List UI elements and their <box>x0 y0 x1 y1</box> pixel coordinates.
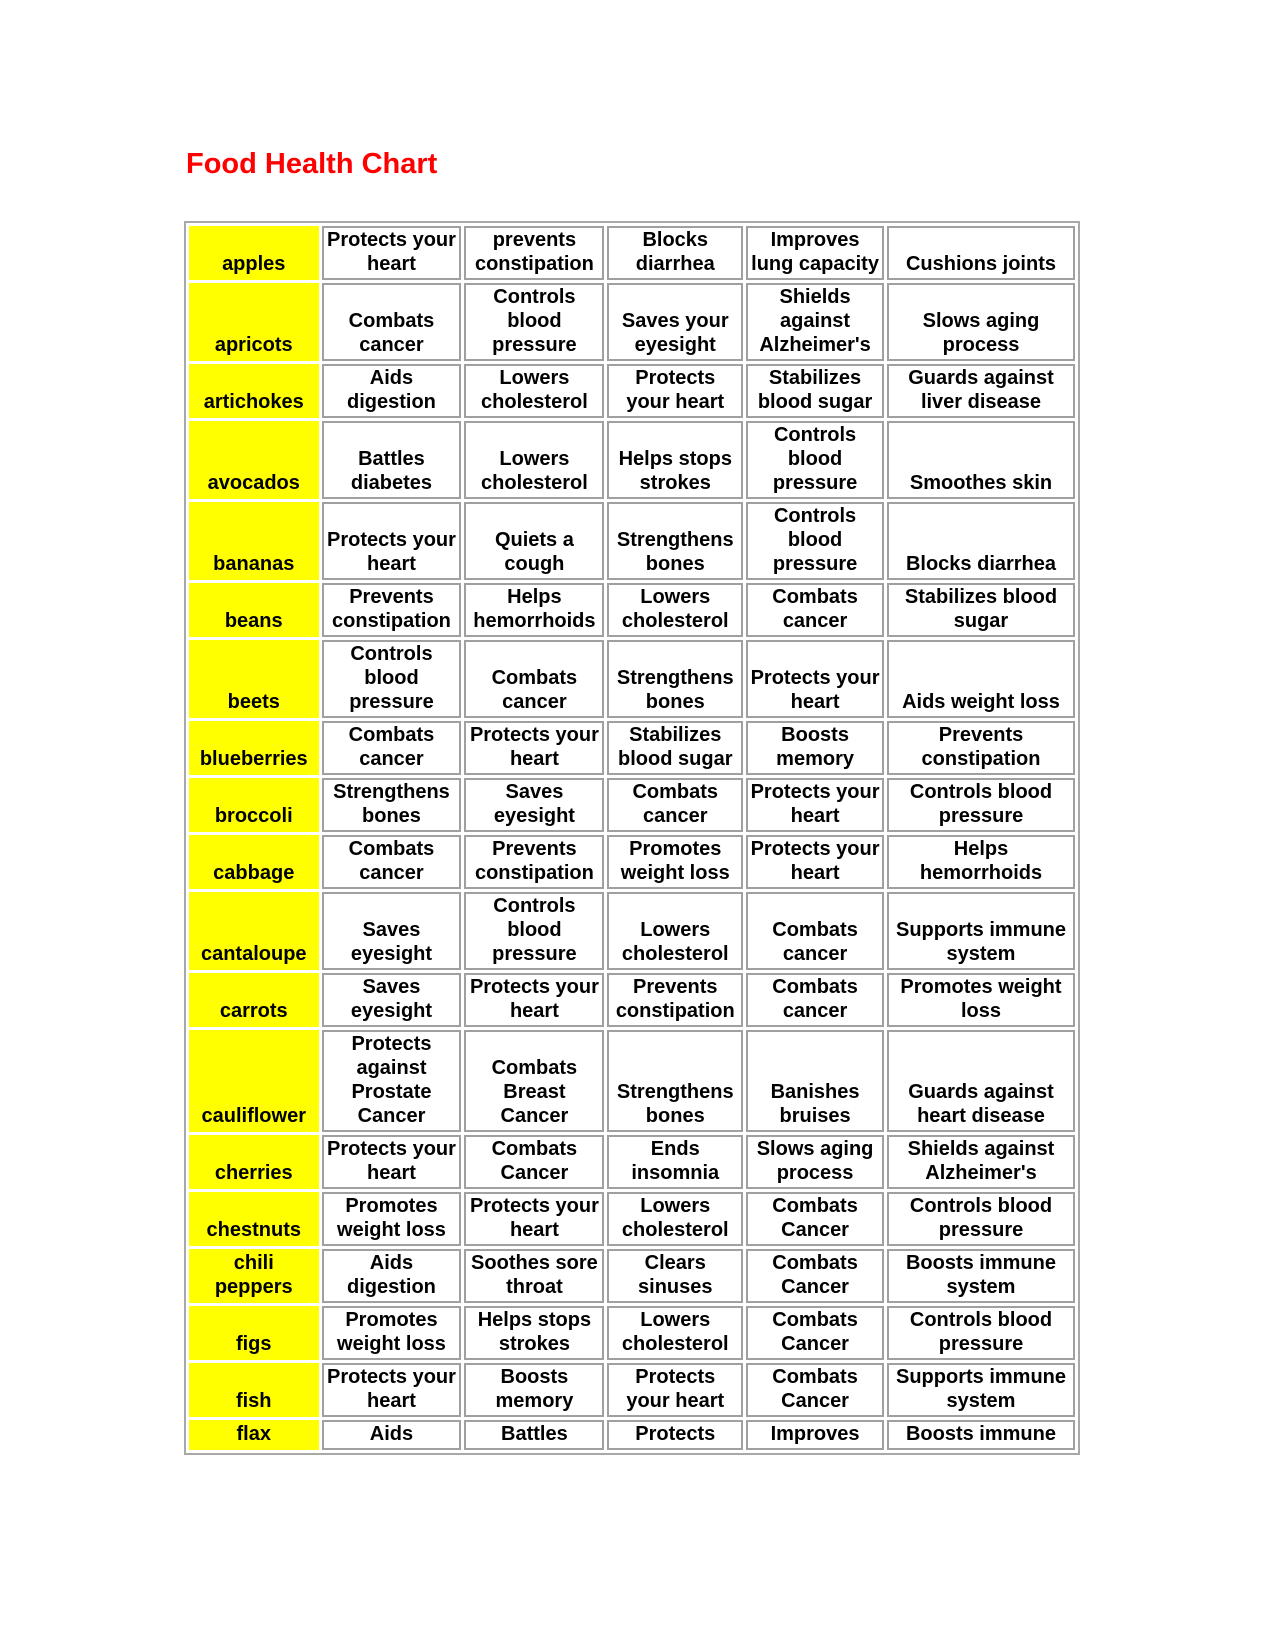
benefit-cell: Guards against heart disease <box>887 1030 1075 1132</box>
benefit-cell: Lowers cholesterol <box>464 364 604 418</box>
food-name-cell: beets <box>189 640 319 718</box>
benefit-cell: Protects your heart <box>322 1363 462 1417</box>
benefit-cell: Controls blood pressure <box>746 421 884 499</box>
benefit-cell: Promotes weight loss <box>887 973 1075 1027</box>
food-name-cell: avocados <box>189 421 319 499</box>
food-name-cell: apricots <box>189 283 319 361</box>
table-row <box>189 502 1075 580</box>
benefit-cell: Saves eyesight <box>464 778 604 832</box>
benefit-cell: Protects your heart <box>464 973 604 1027</box>
benefit-cell: Protects your heart <box>464 1192 604 1246</box>
benefit-cell: Prevents constipation <box>322 583 462 637</box>
food-name-cell: beans <box>189 583 319 637</box>
table-row <box>189 835 1075 889</box>
benefit-cell: Aids digestion <box>322 364 462 418</box>
benefit-cell: Helps hemorrhoids <box>464 583 604 637</box>
table-row <box>189 583 1075 637</box>
table-row <box>189 1306 1075 1360</box>
food-name-cell: cantaloupe <box>189 892 319 970</box>
benefit-cell: Lowers cholesterol <box>607 892 743 970</box>
food-health-table-viewport <box>184 221 1080 1483</box>
benefit-cell: Soothes sore throat <box>464 1249 604 1303</box>
benefit-cell: Combats cancer <box>607 778 743 832</box>
benefit-cell: Stabilizes blood sugar <box>887 583 1075 637</box>
food-name-cell: figs <box>189 1306 319 1360</box>
benefit-cell: Prevents constipation <box>887 721 1075 775</box>
benefit-cell: Combats Cancer <box>464 1135 604 1189</box>
food-name-cell: flax <box>189 1420 319 1450</box>
benefit-cell: prevents constipation <box>464 226 604 280</box>
benefit-cell: Saves eyesight <box>322 892 462 970</box>
food-name-cell: bananas <box>189 502 319 580</box>
benefit-cell: Combats Cancer <box>746 1249 884 1303</box>
benefit-cell: Boosts immune system <box>887 1249 1075 1303</box>
benefit-cell: Saves eyesight <box>322 973 462 1027</box>
benefit-cell: Strengthens bones <box>322 778 462 832</box>
benefit-cell: Quiets a cough <box>464 502 604 580</box>
benefit-cell: Supports immune system <box>887 1363 1075 1417</box>
benefit-cell: Protects your heart <box>746 835 884 889</box>
benefit-cell: Stabilizes blood sugar <box>607 721 743 775</box>
table-row <box>189 892 1075 970</box>
benefit-cell: Aids weight loss <box>887 640 1075 718</box>
table-row <box>189 1420 1075 1450</box>
table-row <box>189 640 1075 718</box>
benefit-cell: Blocks diarrhea <box>887 502 1075 580</box>
benefit-cell: Shields against Alzheimer's <box>746 283 884 361</box>
benefit-cell: Combats cancer <box>746 583 884 637</box>
benefit-cell: Protects your heart <box>607 364 743 418</box>
benefit-cell: Protects your heart <box>746 778 884 832</box>
benefit-cell: Smoothes skin <box>887 421 1075 499</box>
benefit-cell: Protects your heart <box>322 226 462 280</box>
benefit-cell: Strengthens bones <box>607 1030 743 1132</box>
table-row <box>189 364 1075 418</box>
food-name-cell: fish <box>189 1363 319 1417</box>
table-row <box>189 1135 1075 1189</box>
benefit-cell: Controls blood pressure <box>887 778 1075 832</box>
page-title: Food Health Chart <box>186 148 438 180</box>
table-body <box>189 226 1075 1450</box>
benefit-cell: Prevents constipation <box>464 835 604 889</box>
benefit-cell: Aids digestion <box>322 1249 462 1303</box>
food-name-cell: cabbage <box>189 835 319 889</box>
table-row <box>189 1249 1075 1303</box>
benefit-cell: Controls blood pressure <box>887 1306 1075 1360</box>
benefit-cell: Protects your heart <box>746 640 884 718</box>
benefit-cell: Slows aging process <box>887 283 1075 361</box>
benefit-cell: Boosts memory <box>746 721 884 775</box>
benefit-cell: Prevents constipation <box>607 973 743 1027</box>
benefit-cell: Controls blood pressure <box>464 283 604 361</box>
benefit-cell: Aids <box>322 1420 462 1450</box>
benefit-cell: Strengthens bones <box>607 502 743 580</box>
food-name-cell: chili peppers <box>189 1249 319 1303</box>
benefit-cell: Promotes weight loss <box>322 1306 462 1360</box>
benefit-cell: Helps stops strokes <box>464 1306 604 1360</box>
benefit-cell: Saves your eyesight <box>607 283 743 361</box>
table-row <box>189 283 1075 361</box>
benefit-cell: Combats cancer <box>746 973 884 1027</box>
benefit-cell: Blocks diarrhea <box>607 226 743 280</box>
benefit-cell: Combats cancer <box>464 640 604 718</box>
food-name-cell: cherries <box>189 1135 319 1189</box>
benefit-cell: Protects against Prostate Cancer <box>322 1030 462 1132</box>
benefit-cell: Boosts immune <box>887 1420 1075 1450</box>
benefit-cell: Banishes bruises <box>746 1030 884 1132</box>
benefit-cell: Clears sinuses <box>607 1249 743 1303</box>
benefit-cell: Protects your heart <box>322 502 462 580</box>
food-name-cell: apples <box>189 226 319 280</box>
benefit-cell: Combats cancer <box>746 892 884 970</box>
benefit-cell: Combats cancer <box>322 835 462 889</box>
food-name-cell: chestnuts <box>189 1192 319 1246</box>
food-name-cell: carrots <box>189 973 319 1027</box>
benefit-cell: Battles <box>464 1420 604 1450</box>
benefit-cell: Combats Breast Cancer <box>464 1030 604 1132</box>
food-health-table <box>184 221 1080 1455</box>
benefit-cell: Controls blood pressure <box>746 502 884 580</box>
benefit-cell: Lowers cholesterol <box>464 421 604 499</box>
benefit-cell: Slows aging process <box>746 1135 884 1189</box>
benefit-cell: Combats Cancer <box>746 1192 884 1246</box>
table-row <box>189 1030 1075 1132</box>
benefit-cell: Controls blood pressure <box>464 892 604 970</box>
benefit-cell: Ends insomnia <box>607 1135 743 1189</box>
benefit-cell: Lowers cholesterol <box>607 1306 743 1360</box>
benefit-cell: Strengthens bones <box>607 640 743 718</box>
benefit-cell: Helps hemorrhoids <box>887 835 1075 889</box>
benefit-cell: Improves lung capacity <box>746 226 884 280</box>
benefit-cell: Promotes weight loss <box>322 1192 462 1246</box>
benefit-cell: Combats Cancer <box>746 1306 884 1360</box>
benefit-cell: Supports immune system <box>887 892 1075 970</box>
benefit-cell: Boosts memory <box>464 1363 604 1417</box>
table-row <box>189 973 1075 1027</box>
benefit-cell: Combats cancer <box>322 721 462 775</box>
table-row <box>189 721 1075 775</box>
benefit-cell: Lowers cholesterol <box>607 1192 743 1246</box>
benefit-cell: Guards against liver disease <box>887 364 1075 418</box>
table-row <box>189 226 1075 280</box>
benefit-cell: Improves <box>746 1420 884 1450</box>
benefit-cell: Promotes weight loss <box>607 835 743 889</box>
table-row <box>189 1363 1075 1417</box>
benefit-cell: Cushions joints <box>887 226 1075 280</box>
food-name-cell: blueberries <box>189 721 319 775</box>
benefit-cell: Protects <box>607 1420 743 1450</box>
benefit-cell: Helps stops strokes <box>607 421 743 499</box>
benefit-cell: Lowers cholesterol <box>607 583 743 637</box>
benefit-cell: Protects your heart <box>607 1363 743 1417</box>
benefit-cell: Battles diabetes <box>322 421 462 499</box>
table-row <box>189 778 1075 832</box>
table-row <box>189 1192 1075 1246</box>
benefit-cell: Controls blood pressure <box>887 1192 1075 1246</box>
benefit-cell: Protects your heart <box>464 721 604 775</box>
benefit-cell: Shields against Alzheimer's <box>887 1135 1075 1189</box>
food-name-cell: artichokes <box>189 364 319 418</box>
food-name-cell: cauliflower <box>189 1030 319 1132</box>
benefit-cell: Controls blood pressure <box>322 640 462 718</box>
benefit-cell: Combats cancer <box>322 283 462 361</box>
table-row <box>189 421 1075 499</box>
benefit-cell: Protects your heart <box>322 1135 462 1189</box>
benefit-cell: Stabilizes blood sugar <box>746 364 884 418</box>
food-name-cell: broccoli <box>189 778 319 832</box>
benefit-cell: Combats Cancer <box>746 1363 884 1417</box>
